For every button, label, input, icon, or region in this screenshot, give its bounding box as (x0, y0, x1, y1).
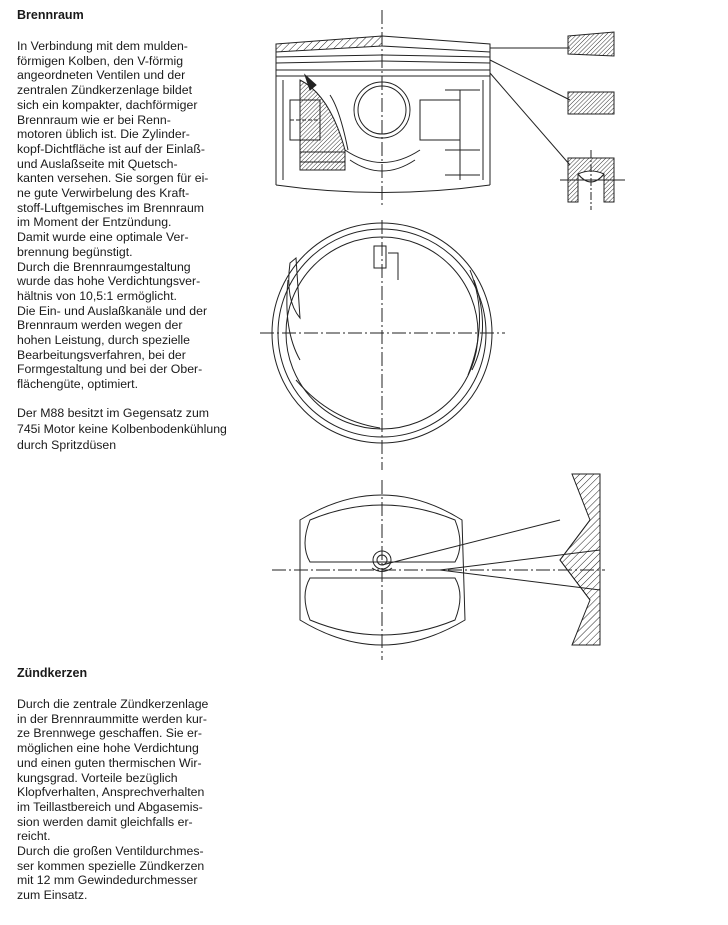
text-line: Die Ein- und Auslaßkanäle und der (17, 303, 208, 318)
text-line: ser kommen spezielle Zündkerzen (17, 858, 205, 873)
section-heading-zuendkerzen: Zündkerzen (17, 666, 88, 680)
text-line: kanten versehen. Sie sorgen für ei- (17, 171, 209, 186)
text-line: im Moment der Entzündung. (17, 215, 172, 230)
text-line: Formgestaltung und bei der Ober- (17, 362, 203, 377)
text-line: ze Brennwege geschaffen. Sie er- (17, 726, 203, 741)
text-line: angeordneten Ventilen und der (17, 68, 186, 83)
text-line: Durch die großen Ventildurchmes- (17, 844, 204, 859)
text-line: kopf-Dichtfläche ist auf der Einlaß- (17, 141, 205, 156)
text-line: Durch die zentrale Zündkerzenlage (17, 697, 209, 711)
note-line: durch Spritzdüsen (17, 437, 117, 452)
text-line: sion werden damit gleichfalls er- (17, 814, 193, 829)
text-line: möglichen eine hohe Verdichtung (17, 741, 199, 756)
section-heading-brennraum: Brennraum (17, 8, 84, 22)
text-line: sich ein kompakter, dachförmiger (17, 97, 198, 112)
text-line: Bearbeitungsverfahren, bei der (17, 347, 186, 362)
text-line: ne gute Verwirbelung des Kraft- (17, 186, 190, 201)
text-line: in der Brennraummitte werden kur- (17, 711, 207, 726)
text-line: hohen Leistung, durch spezielle (17, 333, 190, 348)
text-line: brennung begünstigt. (17, 244, 133, 259)
text-line: flächengüte, optimiert. (17, 377, 138, 392)
text-line: im Teillastbereich und Abgasemis- (17, 799, 203, 814)
text-line: zentralen Zündkerzenlage bildet (17, 83, 193, 98)
text-line: förmigen Kolben, den V-förmig (17, 53, 184, 68)
text-line: motoren üblich ist. Die Zylinder- (17, 127, 190, 142)
note-line: Der M88 besitzt im Gegensatz zum (17, 406, 210, 420)
text-line: wurde das hohe Verdichtungsver- (17, 274, 201, 289)
text-line: kungsgrad. Vorteile bezüglich (17, 770, 178, 785)
text-line: In Verbindung mit dem mulden- (17, 39, 188, 53)
text-line: reicht. (17, 829, 51, 844)
text-line: Durch die Brennraumgestaltung (17, 259, 191, 274)
text-line: stoff-Luftgemisches im Brennraum (17, 200, 205, 215)
text-line: und Auslaßseite mit Quetsch- (17, 156, 178, 171)
text-line: Brennraum werden wegen der (17, 318, 183, 333)
piston-section-drawing (276, 10, 490, 205)
text-line: Damit wurde eine optimale Ver- (17, 230, 189, 245)
text-line: Brennraum wie er bei Renn- (17, 112, 171, 127)
note-line: 745i Motor keine Kolbenbodenkühlung (17, 421, 227, 436)
piston-ring-profiles (490, 32, 625, 210)
text-line: zum Einsatz. (17, 888, 88, 903)
text-line: hältnis von 10,5:1 ermöglicht. (17, 288, 177, 303)
text-line: und einen guten thermischen Wir- (17, 755, 202, 770)
piston-top-view (260, 220, 505, 470)
text-line: mit 12 mm Gewindedurchmesser (17, 873, 198, 888)
text-line: Klopfverhalten, Ansprechverhalten (17, 785, 205, 800)
combustion-chamber-view (272, 474, 605, 660)
